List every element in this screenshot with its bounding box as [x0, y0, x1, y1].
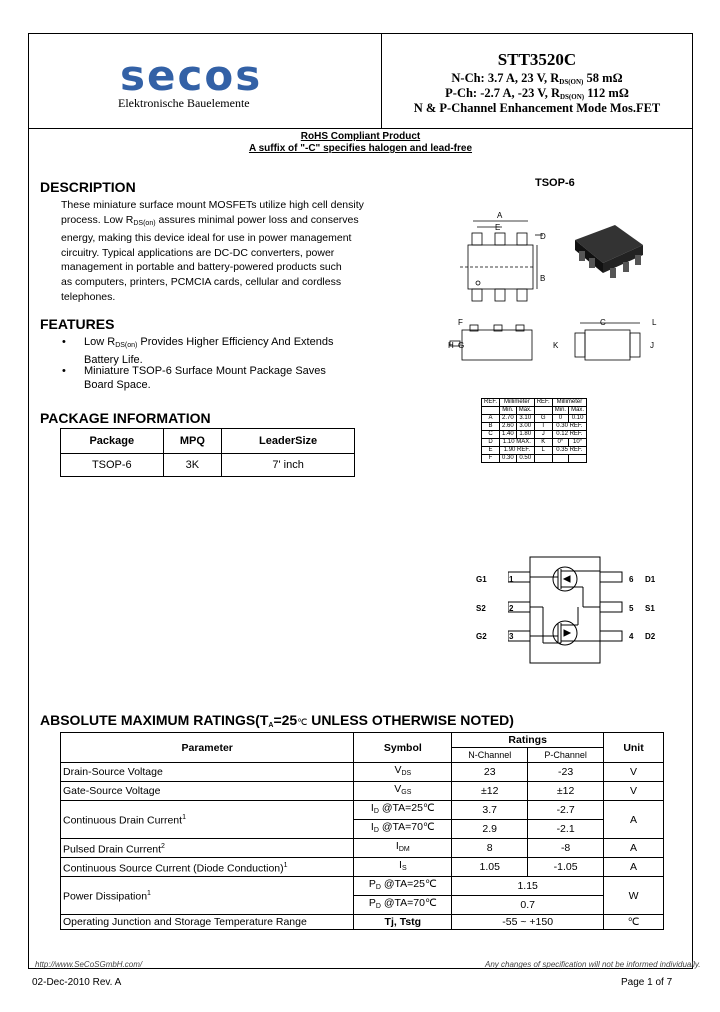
logo-subtitle: Elektronische Bauelemente: [118, 96, 250, 110]
leadersize-cell: 7' inch: [222, 454, 355, 477]
device-mode: N & P-Channel Enhancement Mode Mos.FET: [413, 101, 661, 115]
table-row: $P_D$ @TA=70℃ 0.7: [61, 896, 664, 915]
p-channel-header: P-Channel: [528, 748, 604, 763]
package-3d-image: [565, 215, 650, 295]
pin-label-g2: G2: [476, 632, 487, 641]
table-row: Power Dissipation$^1$ $P_D$ @TA=25℃ 1.15 W: [61, 877, 664, 896]
footer-url[interactable]: http://www.SeCoSGmbH.com/: [35, 960, 143, 969]
unit-header: Unit: [604, 733, 664, 763]
package-diagram-title: TSOP-6: [535, 177, 575, 189]
description-title: DESCRIPTION: [40, 179, 136, 195]
dim-letter-d: D: [540, 232, 546, 241]
n-channel-header: N-Channel: [452, 748, 528, 763]
table-row: Pulsed Drain Current$^2$ $I_{DM}$ 8 -8 A: [61, 839, 664, 858]
dim-letter-k: K: [553, 341, 559, 350]
table-row: $I_D$ @TA=70℃ 2.9 -2.1: [61, 820, 664, 839]
table-row: Operating Junction and Storage Temperature Range Tj, Tstg -55 ~ +150 ℃: [61, 915, 664, 930]
dim-letter-a: A: [497, 211, 503, 220]
symbol-header: Symbol: [354, 733, 452, 763]
table-row: Gate-Source Voltage $V_{GS}$ ±12 ±12 V: [61, 782, 664, 801]
pin-number-3: 3: [509, 632, 514, 641]
pin-label-d2: D2: [645, 632, 656, 641]
table-row: Drain-Source Voltage $V_{DS}$ 23 -23 V: [61, 763, 664, 782]
dim-letter-h: H: [448, 341, 454, 350]
package-cell: TSOP-6: [61, 454, 164, 477]
package-info-table: [60, 428, 355, 477]
table-row: Continuous Source Current (Diode Conduction)$^1$ $I_S$ 1.05 -1.05 A: [61, 858, 664, 877]
dim-letter-b: B: [540, 274, 546, 283]
feature-item-package: • Miniature TSOP-6 Surface Mount Package Saves Board Space.: [62, 365, 326, 391]
pin-number-1: 1: [509, 575, 514, 584]
pinout-schematic: [508, 555, 623, 667]
n-channel-spec: N-Ch: 3.7 A, 23 V, $R_{DS(ON)}$ 58 mΩ: [451, 71, 623, 86]
ratings-header: Ratings: [452, 733, 604, 748]
pin-number-2: 2: [509, 604, 514, 613]
table-row: C 1.40 1.80 J 0.12 REF.: [482, 431, 587, 439]
table-row: F 0.30 0.50: [482, 455, 587, 463]
pin-number-5: 5: [629, 604, 634, 613]
table-row: D 1.10 MAX. K 0° 10°: [482, 439, 587, 447]
dim-letter-j: J: [650, 341, 654, 350]
features-title: FEATURES: [40, 316, 115, 332]
table-row: E 1.90 REF. L 0.35 REF.: [482, 447, 587, 455]
footer-notice: Any changes of specification will not be informed individually.: [485, 960, 701, 969]
pin-number-4: 4: [629, 632, 634, 641]
ratings-table: [60, 732, 664, 930]
secos-logo: secos: [120, 51, 263, 100]
part-number: STT3520C: [497, 50, 577, 69]
pin-label-d1: D1: [645, 575, 656, 584]
table-row: A 2.70 3.10 G 0 0.10: [482, 415, 587, 423]
mpq-cell: 3K: [163, 454, 222, 477]
dim-letter-e: E: [495, 223, 501, 232]
table-row: Continuous Drain Current$^1$ $I_D$ @TA=25℃ 3.7 -2.7 A: [61, 801, 664, 820]
rohs-line: RoHS Compliant Product: [300, 131, 421, 142]
dim-letter-l: L: [652, 318, 657, 327]
table-row: B 2.60 3.00 I 0.30 REF.: [482, 423, 587, 431]
description-text: These miniature surface mount MOSFETs utilize high cell density process. Low $R_{DS(on)}$ assures minimal power loss and conserves energy, making this device ideal for use in power management circuitry. Typical applications are DC-DC converters, power management in portable and battery-powered products such as computers, printers, PCMCIA cards, cellular and cordless telephones.: [61, 199, 364, 303]
mpq-header: MPQ: [163, 429, 222, 454]
ratings-title: ABSOLUTE MAXIMUM $RATINGS(T_A=25℃$ UNLESS OTHERWISE NOTED): [40, 712, 514, 729]
dim-letter-g: G: [458, 341, 465, 350]
header-bottom-rule: [28, 128, 693, 129]
dim-letter-c: C: [600, 318, 606, 327]
param-header: Parameter: [61, 733, 354, 763]
p-channel-spec: P-Ch: -2.7 A, -23 V, $R_{DS(ON)}$ 112 mΩ: [445, 86, 629, 101]
halogen-line: A suffix of "-C" specifies halogen and lead-free: [248, 143, 473, 154]
pin-label-g1: G1: [476, 575, 487, 584]
dimension-table: REF. Millimeter REF. Millimeter Min. Max. Min. Max. A 2.70 3.10 G 0 0.10 B 2.60 3.00 I 0.30 REF. C 1.40 1.80 J 0.12 REF. D 1.10 MAX. K 0° 10° E 1.90 REF. L 0.35 REF. F 0.30 0.50: [481, 398, 587, 463]
package-header: Package: [61, 429, 164, 454]
pin-label-s2: S2: [476, 604, 486, 613]
leadersize-header: LeaderSize: [222, 429, 355, 454]
pin-label-s1: S1: [645, 604, 655, 613]
package-info-title: PACKAGE INFORMATION: [40, 410, 211, 426]
dim-letter-f: F: [458, 318, 463, 327]
footer-page: Page 1 of 7: [621, 977, 673, 988]
footer-date: 02-Dec-2010 Rev. A: [32, 977, 122, 988]
feature-item-efficiency: • Low $R_{DS(on)}$ Provides Higher Efficiency And Extends Battery Life.: [62, 336, 334, 366]
pin-number-6: 6: [629, 575, 634, 584]
